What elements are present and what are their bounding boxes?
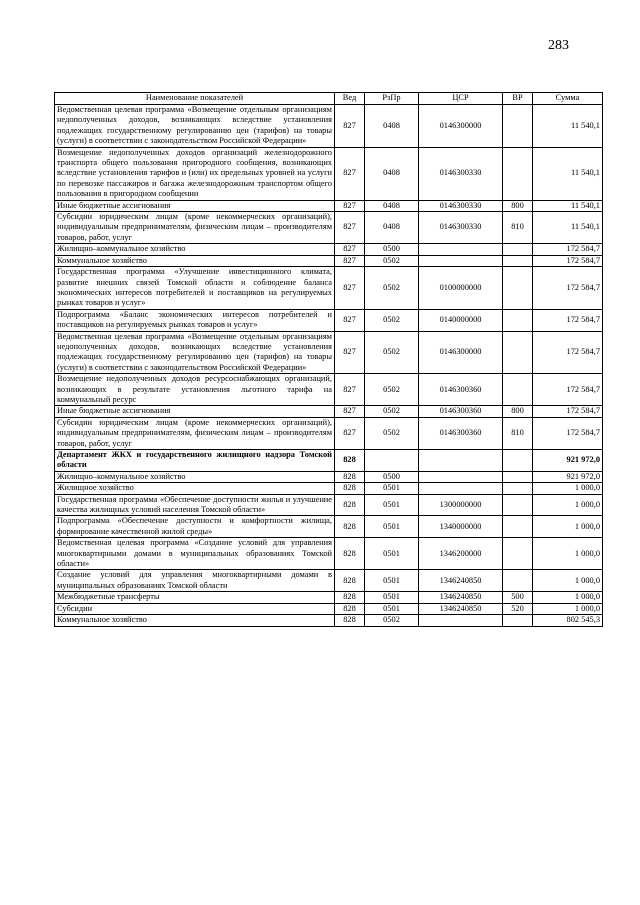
row-name-cell: Иные бюджетные ассигнования bbox=[55, 200, 335, 211]
row-csr-cell: 0100000000 bbox=[419, 267, 503, 310]
row-csr-cell: 1346240850 bbox=[419, 570, 503, 592]
row-rzpr-cell: 0501 bbox=[365, 592, 419, 603]
row-rzpr-cell: 0502 bbox=[365, 374, 419, 406]
row-name-cell: Межбюджетные трансферты bbox=[55, 592, 335, 603]
row-vr-cell bbox=[503, 267, 533, 310]
row-ved-cell: 828 bbox=[335, 570, 365, 592]
column-header-ved: Вед bbox=[335, 93, 365, 105]
table-row bbox=[55, 570, 603, 592]
row-ved-cell: 827 bbox=[335, 200, 365, 211]
table-row bbox=[55, 516, 603, 538]
row-ved-cell: 827 bbox=[335, 331, 365, 374]
row-ved-cell: 828 bbox=[335, 471, 365, 482]
row-sum-cell: 1 000,0 bbox=[533, 570, 603, 592]
row-csr-cell: 1300000000 bbox=[419, 494, 503, 516]
row-vr-cell bbox=[503, 570, 533, 592]
row-rzpr-cell bbox=[365, 450, 419, 472]
row-name-cell: Жилищное хозяйство bbox=[55, 483, 335, 494]
table-row bbox=[55, 374, 603, 406]
table-row bbox=[55, 417, 603, 449]
table-row bbox=[55, 538, 603, 570]
row-sum-cell: 172 584,7 bbox=[533, 255, 603, 266]
row-sum-cell: 1 000,0 bbox=[533, 483, 603, 494]
row-ved-cell: 828 bbox=[335, 450, 365, 472]
column-header-csr: ЦСР bbox=[419, 93, 503, 105]
row-csr-cell: 1346240850 bbox=[419, 603, 503, 614]
column-header-sum: Сумма bbox=[533, 93, 603, 105]
row-rzpr-cell: 0502 bbox=[365, 417, 419, 449]
row-csr-cell: 1346200000 bbox=[419, 538, 503, 570]
row-csr-cell: 0146300000 bbox=[419, 331, 503, 374]
row-rzpr-cell: 0408 bbox=[365, 147, 419, 200]
row-vr-cell: 810 bbox=[503, 212, 533, 244]
row-name-cell: Ведомственная целевая программа «Возмещение отдельным организациям недополученных доходов, возникающих вследствие установления подлежащих государственному регулированию цен (тарифов) на товары (услуги) в соответствии с законодательством Российской Федерации» bbox=[55, 105, 335, 148]
column-header-vr: ВР bbox=[503, 93, 533, 105]
table-row bbox=[55, 200, 603, 211]
row-csr-cell: 0146300360 bbox=[419, 374, 503, 406]
row-sum-cell: 1 000,0 bbox=[533, 592, 603, 603]
row-csr-cell bbox=[419, 615, 503, 626]
row-name-cell: Возмещение недополученных доходов ресурсоснабжающих организаций, возникающих в результате установления льготного тарифа на коммунальный ресурс bbox=[55, 374, 335, 406]
row-rzpr-cell: 0408 bbox=[365, 212, 419, 244]
row-rzpr-cell: 0502 bbox=[365, 267, 419, 310]
row-vr-cell bbox=[503, 494, 533, 516]
row-name-cell: Субсидии юридическим лицам (кроме некоммерческих организаций), индивидуальным предпринимателям, физическим лицам – производителям товаров, работ, услуг bbox=[55, 417, 335, 449]
row-sum-cell: 1 000,0 bbox=[533, 494, 603, 516]
table-row bbox=[55, 494, 603, 516]
row-sum-cell: 172 584,7 bbox=[533, 331, 603, 374]
row-ved-cell: 827 bbox=[335, 406, 365, 417]
row-ved-cell: 828 bbox=[335, 592, 365, 603]
row-vr-cell bbox=[503, 374, 533, 406]
row-ved-cell: 827 bbox=[335, 417, 365, 449]
row-rzpr-cell: 0502 bbox=[365, 331, 419, 374]
row-sum-cell: 11 540,1 bbox=[533, 212, 603, 244]
row-ved-cell: 827 bbox=[335, 212, 365, 244]
row-ved-cell: 828 bbox=[335, 516, 365, 538]
row-name-cell: Государственная программа «Обеспечение доступности жилья и улучшение качества жилищных условий населения Томской области» bbox=[55, 494, 335, 516]
row-name-cell: Возмещение недополученных доходов организаций железнодорожного транспорта общего пользования пригородного сообщения, возникающих вследствие установления тарифов и (или) их предельных уровней на услуги по перевозке пассажиров и багажа железнодорожным транспортом общего пользования в пригородном сообщении bbox=[55, 147, 335, 200]
row-sum-cell: 921 972,0 bbox=[533, 450, 603, 472]
row-sum-cell: 172 584,7 bbox=[533, 244, 603, 255]
table-row bbox=[55, 267, 603, 310]
row-csr-cell bbox=[419, 471, 503, 482]
row-vr-cell: 800 bbox=[503, 200, 533, 211]
table-row bbox=[55, 603, 603, 614]
row-name-cell: Субсидии bbox=[55, 603, 335, 614]
table-row bbox=[55, 331, 603, 374]
row-sum-cell: 11 540,1 bbox=[533, 105, 603, 148]
row-csr-cell bbox=[419, 244, 503, 255]
table-row bbox=[55, 255, 603, 266]
row-rzpr-cell: 0501 bbox=[365, 538, 419, 570]
table-row bbox=[55, 309, 603, 331]
table-body bbox=[55, 105, 603, 627]
row-ved-cell: 827 bbox=[335, 105, 365, 148]
column-header-name: Наименование показателей bbox=[55, 93, 335, 105]
table-row bbox=[55, 592, 603, 603]
row-csr-cell: 0146300330 bbox=[419, 212, 503, 244]
row-vr-cell bbox=[503, 331, 533, 374]
row-rzpr-cell: 0502 bbox=[365, 615, 419, 626]
table-row bbox=[55, 483, 603, 494]
row-name-cell: Подпрограмма «Баланс экономических интересов потребителей и поставщиков на регулируемых рынках товаров и услуг» bbox=[55, 309, 335, 331]
page-number: 283 bbox=[548, 38, 569, 53]
table-row bbox=[55, 471, 603, 482]
row-ved-cell: 828 bbox=[335, 538, 365, 570]
row-vr-cell: 800 bbox=[503, 406, 533, 417]
row-rzpr-cell: 0501 bbox=[365, 483, 419, 494]
table-row bbox=[55, 105, 603, 148]
row-ved-cell: 827 bbox=[335, 309, 365, 331]
row-sum-cell: 1 000,0 bbox=[533, 516, 603, 538]
table-row bbox=[55, 406, 603, 417]
column-header-rzpr: РзПр bbox=[365, 93, 419, 105]
row-vr-cell bbox=[503, 450, 533, 472]
row-csr-cell: 0146300360 bbox=[419, 406, 503, 417]
row-name-cell: Государственная программа «Улучшение инвестиционного климата, развитие внешних связей Томской области и соблюдение баланса экономических интересов потребителей и поставщиков на регулируемых рынках товаров и услуг» bbox=[55, 267, 335, 310]
row-rzpr-cell: 0408 bbox=[365, 105, 419, 148]
row-csr-cell: 0146300330 bbox=[419, 200, 503, 211]
row-rzpr-cell: 0501 bbox=[365, 570, 419, 592]
row-name-cell: Департамент ЖКХ и государственного жилищного надзора Томской области bbox=[55, 450, 335, 472]
row-ved-cell: 828 bbox=[335, 494, 365, 516]
row-rzpr-cell: 0501 bbox=[365, 603, 419, 614]
row-name-cell: Коммунальное хозяйство bbox=[55, 255, 335, 266]
row-ved-cell: 828 bbox=[335, 603, 365, 614]
row-vr-cell bbox=[503, 538, 533, 570]
row-vr-cell bbox=[503, 516, 533, 538]
row-sum-cell: 1 000,0 bbox=[533, 603, 603, 614]
row-vr-cell: 500 bbox=[503, 592, 533, 603]
row-sum-cell: 172 584,7 bbox=[533, 309, 603, 331]
row-ved-cell: 828 bbox=[335, 483, 365, 494]
table-row bbox=[55, 147, 603, 200]
row-sum-cell: 172 584,7 bbox=[533, 374, 603, 406]
row-name-cell: Жилищно–коммунальное хозяйство bbox=[55, 471, 335, 482]
table-row bbox=[55, 244, 603, 255]
row-name-cell: Коммунальное хозяйство bbox=[55, 615, 335, 626]
row-name-cell: Иные бюджетные ассигнования bbox=[55, 406, 335, 417]
row-rzpr-cell: 0502 bbox=[365, 406, 419, 417]
row-name-cell: Создание условий для управления многоквартирными домами в муниципальных образованиях Томской области bbox=[55, 570, 335, 592]
row-ved-cell: 828 bbox=[335, 615, 365, 626]
row-csr-cell: 0140000000 bbox=[419, 309, 503, 331]
row-vr-cell bbox=[503, 471, 533, 482]
table-row bbox=[55, 212, 603, 244]
row-ved-cell: 827 bbox=[335, 374, 365, 406]
row-rzpr-cell: 0500 bbox=[365, 244, 419, 255]
table-row bbox=[55, 615, 603, 626]
row-csr-cell: 0146300330 bbox=[419, 147, 503, 200]
row-rzpr-cell: 0502 bbox=[365, 255, 419, 266]
row-sum-cell: 172 584,7 bbox=[533, 267, 603, 310]
row-csr-cell bbox=[419, 255, 503, 266]
row-name-cell: Субсидии юридическим лицам (кроме некоммерческих организаций), индивидуальным предпринимателям, физическим лицам – производителям товаров, работ, услуг bbox=[55, 212, 335, 244]
table-header-row bbox=[55, 93, 603, 105]
row-sum-cell: 802 545,3 bbox=[533, 615, 603, 626]
row-ved-cell: 827 bbox=[335, 255, 365, 266]
row-sum-cell: 11 540,1 bbox=[533, 200, 603, 211]
row-sum-cell: 172 584,7 bbox=[533, 406, 603, 417]
row-vr-cell: 810 bbox=[503, 417, 533, 449]
table-row bbox=[55, 450, 603, 472]
row-rzpr-cell: 0500 bbox=[365, 471, 419, 482]
row-sum-cell: 1 000,0 bbox=[533, 538, 603, 570]
row-vr-cell bbox=[503, 147, 533, 200]
row-rzpr-cell: 0502 bbox=[365, 309, 419, 331]
row-name-cell: Жилищно–коммунальное хозяйство bbox=[55, 244, 335, 255]
row-ved-cell: 827 bbox=[335, 267, 365, 310]
row-csr-cell: 1346240850 bbox=[419, 592, 503, 603]
row-ved-cell: 827 bbox=[335, 244, 365, 255]
row-sum-cell: 11 540,1 bbox=[533, 147, 603, 200]
row-vr-cell bbox=[503, 309, 533, 331]
row-csr-cell bbox=[419, 483, 503, 494]
row-name-cell: Ведомственная целевая программа «Создание условий для управления многоквартирными домами в муниципальных образованиях Томской области» bbox=[55, 538, 335, 570]
row-name-cell: Подпрограмма «Обеспечение доступности и комфортности жилища, формирование качественной жилой среды» bbox=[55, 516, 335, 538]
row-rzpr-cell: 0501 bbox=[365, 516, 419, 538]
row-vr-cell bbox=[503, 105, 533, 148]
row-vr-cell bbox=[503, 255, 533, 266]
row-sum-cell: 921 972,0 bbox=[533, 471, 603, 482]
row-ved-cell: 827 bbox=[335, 147, 365, 200]
row-rzpr-cell: 0408 bbox=[365, 200, 419, 211]
row-vr-cell: 520 bbox=[503, 603, 533, 614]
budget-table bbox=[54, 92, 603, 627]
row-vr-cell bbox=[503, 244, 533, 255]
row-csr-cell: 1340000000 bbox=[419, 516, 503, 538]
row-rzpr-cell: 0501 bbox=[365, 494, 419, 516]
row-vr-cell bbox=[503, 615, 533, 626]
row-csr-cell bbox=[419, 450, 503, 472]
row-vr-cell bbox=[503, 483, 533, 494]
row-csr-cell: 0146300360 bbox=[419, 417, 503, 449]
row-sum-cell: 172 584,7 bbox=[533, 417, 603, 449]
row-name-cell: Ведомственная целевая программа «Возмещение отдельным организациям недополученных доходов, возникающих вследствие установления подлежащих государственному регулированию цен (тарифов) на товары (услуги) в соответствии с законодательством Российской Федерации» bbox=[55, 331, 335, 374]
row-csr-cell: 0146300000 bbox=[419, 105, 503, 148]
